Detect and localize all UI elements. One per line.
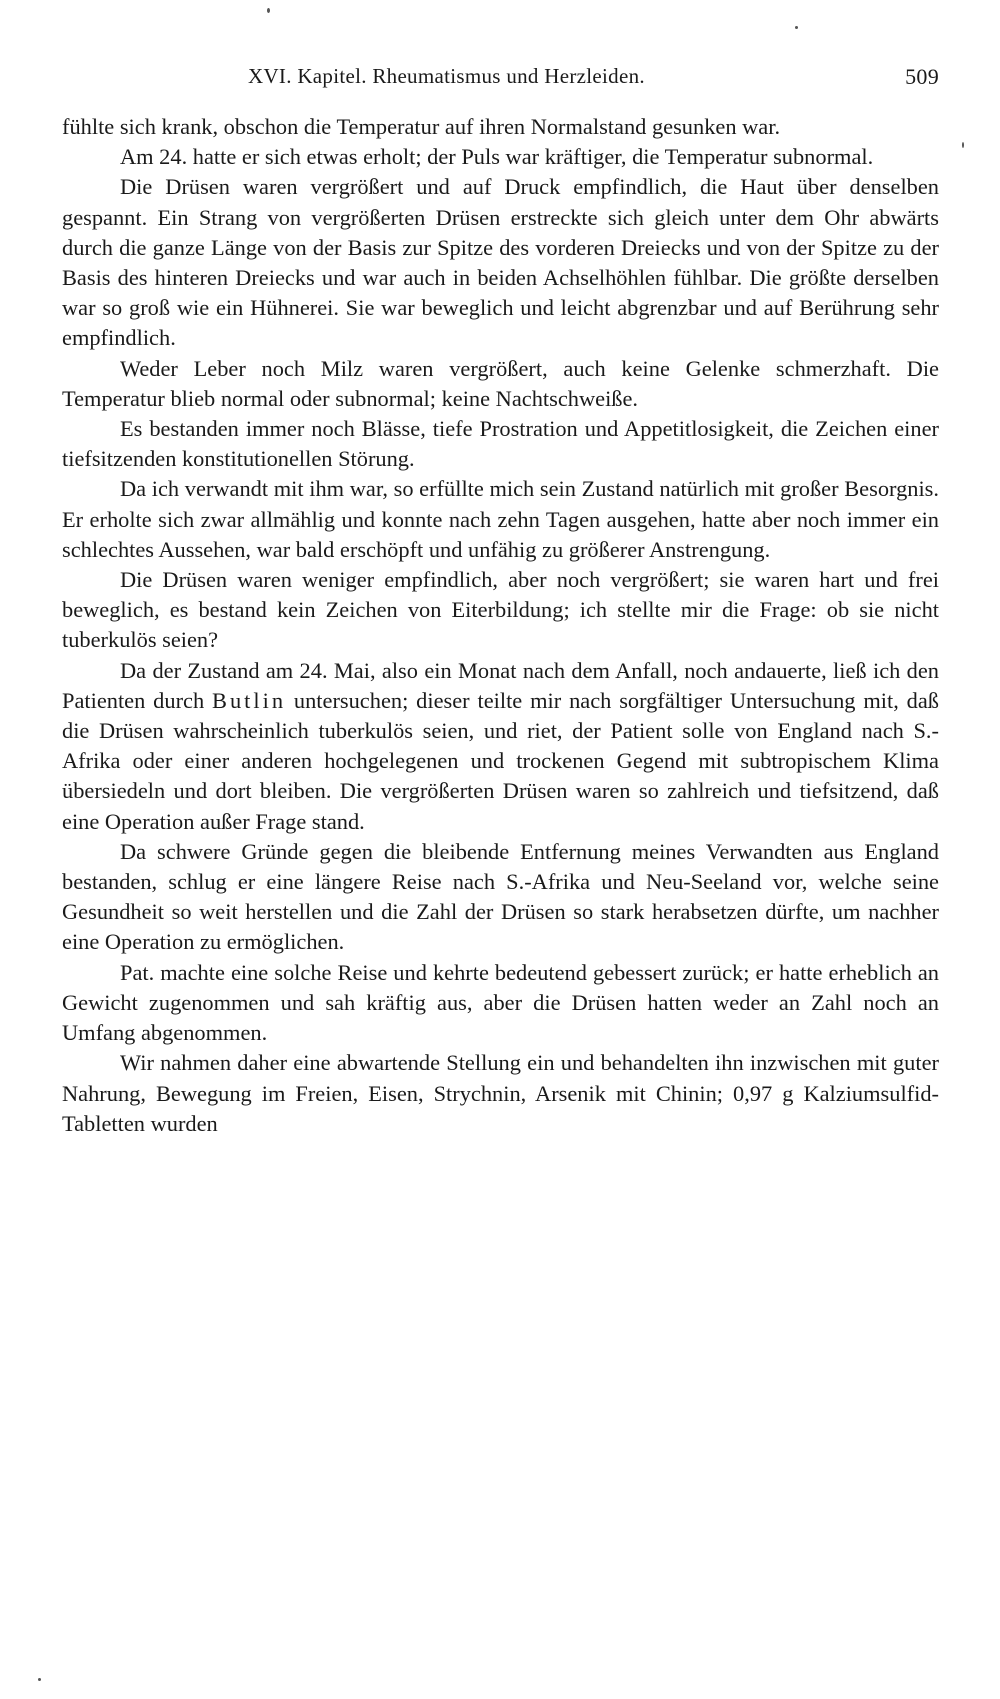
scan-speck bbox=[962, 142, 964, 148]
paragraph-8-after: untersuchen; dieser teilte mir nach sorgfältiger Untersuchung mit, daß die Drüsen wahrscheinlich tuberkulös seien, und riet, der Patient solle von England nach S.-Afrika oder einer anderen hochgelegenen und trockenen Gegend mit subtropischem Klima übersiedeln und dort bleiben. Die vergrößerten Drüsen waren so zahlreich und tiefsitzend, daß eine Operation außer Frage stand. bbox=[62, 687, 939, 834]
paragraph-3: Die Drüsen waren vergrößert und auf Druck empfindlich, die Haut über denselben gespannt. Ein Strang von vergrößerten Drüsen erstreckte sich gleich unter dem Ohr abwärts durch die ganze Länge von der Basis zur Spitze des vorderen Dreiecks und von der Spitze zu der Basis des hinteren Dreiecks und war auch in beiden Achselhöhlen fühlbar. Die größte derselben war so groß wie ein Hühnerei. Sie war beweglich und leicht abgrenzbar und auf Berührung sehr empfindlich. bbox=[62, 174, 939, 351]
chapter-title: XVI. Kapitel. Rheumatismus und Herzleiden. bbox=[248, 64, 645, 88]
paragraph-5: Es bestanden immer noch Blässe, tiefe Prostration und Appetitlosigkeit, die Zeichen einer tiefsitzenden konstitutionellen Störung. bbox=[62, 416, 939, 472]
running-header bbox=[62, 64, 939, 94]
scan-speck bbox=[267, 8, 270, 13]
scan-speck bbox=[38, 1678, 41, 1681]
paragraph-2: Am 24. hatte er sich etwas erholt; der Puls war kräftiger, die Temperatur subnormal. bbox=[120, 144, 874, 170]
page-number: 509 bbox=[905, 64, 939, 89]
scan-speck bbox=[795, 26, 798, 29]
paragraph-8 bbox=[62, 656, 939, 837]
paragraph-4: Weder Leber noch Milz waren vergrößert, auch keine Gelenke schmerzhaft. Die Temperatur blieb normal oder subnormal; keine Nachtschweiße. bbox=[62, 355, 939, 411]
body-text bbox=[62, 112, 939, 1139]
paragraph-9: Da schwere Gründe gegen die bleibende Entfernung meines Verwandten aus England bestanden, schlug er eine längere Reise nach S.-Afrika und Neu-Seeland vor, welche seine Gesundheit so weit herstellen und die Zahl der Drüsen so stark herabsetzen dürfte, um nachher eine Operation zu ermöglichen. bbox=[62, 838, 939, 955]
paragraph-8-before: Da der Zustand am 24. Mai, also ein Monat nach dem Anfall, noch andauerte, ließ ich den Patienten durch bbox=[62, 657, 939, 713]
paragraph-6: Da ich verwandt mit ihm war, so erfüllte mich sein Zustand natürlich mit großer Besorgnis. Er erholte sich zwar allmählig und konnte nach zehn Tagen ausgehen, hatte aber noch immer ein schlechtes Aussehen, war bald erschöpft und unfähig zu größerer Anstrengung. bbox=[62, 476, 939, 562]
person-name-butlin: Butlin bbox=[212, 687, 287, 713]
paragraph-11: Wir nahmen daher eine abwartende Stellung ein und behandelten ihn inzwischen mit guter Nahrung, Bewegung im Freien, Eisen, Strychnin, Arsenik mit Chinin; 0,97 g Kalziumsulfid-Tabletten wurden bbox=[62, 1050, 939, 1136]
paragraph-7: Die Drüsen waren weniger empfindlich, aber noch vergrößert; sie waren hart und frei beweglich, es bestand kein Zeichen von Eiterbildung; ich stellte mir die Frage: ob sie nicht tuberkulös seien? bbox=[62, 567, 939, 653]
paragraph-1: fühlte sich krank, obschon die Temperatur auf ihren Normalstand gesunken war. bbox=[62, 114, 781, 139]
paragraph-10: Pat. machte eine solche Reise und kehrte bedeutend gebessert zurück; er hatte erheblich an Gewicht zugenommen und sah kräftig aus, aber die Drüsen hatten weder an Zahl noch an Umfang abgenommen. bbox=[62, 959, 939, 1046]
